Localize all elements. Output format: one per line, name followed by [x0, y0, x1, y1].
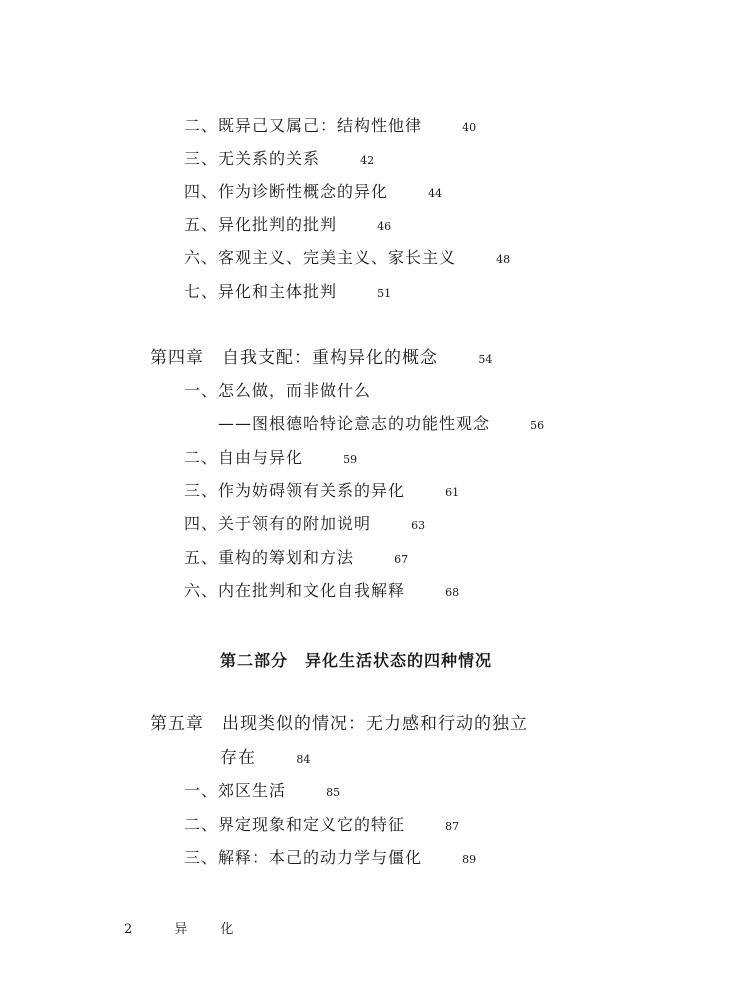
toc-page-number: 40 — [462, 121, 477, 134]
toc-entry — [184, 581, 459, 603]
toc-chapter-title: 第四章 自我支配：重构异化的概念 — [150, 348, 438, 368]
toc-entry — [184, 548, 408, 570]
toc-entry — [184, 848, 476, 870]
toc-entry — [184, 248, 510, 270]
toc-entry-title: 一、怎么做，而非做什么 — [184, 381, 372, 400]
toc-entry — [184, 448, 357, 470]
toc-chapter-title: 第五章 出现类似的情况：无力感和行动的独立 — [150, 714, 528, 734]
toc-page-number: 89 — [462, 853, 477, 866]
page-footer — [124, 918, 243, 937]
toc-entry-continuation — [218, 414, 544, 436]
toc-entry — [184, 182, 442, 204]
toc-entry-title: 三、作为妨碍领有关系的异化 — [184, 481, 406, 500]
toc-entry — [184, 149, 374, 171]
toc-chapter-title: 存在 — [220, 748, 256, 768]
toc-entry-title: 七、异化和主体批判 — [184, 282, 338, 301]
toc-page-number: 44 — [428, 187, 443, 200]
toc-page-number: 87 — [445, 820, 460, 833]
toc-entry-title: 六、客观主义、完美主义、家长主义 — [184, 248, 457, 267]
toc-entry — [184, 781, 340, 803]
toc-page-number: 48 — [496, 253, 511, 266]
toc-page-number: 63 — [411, 519, 426, 532]
toc-page-number: 46 — [377, 220, 392, 233]
toc-entry-title: 一、郊区生活 — [184, 781, 287, 800]
toc-page-number: 42 — [360, 154, 375, 167]
toc-chapter-heading — [150, 348, 492, 370]
toc-page-number: 67 — [394, 553, 409, 566]
toc-entry-title: 三、无关系的关系 — [184, 149, 321, 168]
toc-page-number: 68 — [445, 586, 460, 599]
part-title: 第二部分 异化生活状态的四种情况 — [220, 651, 493, 670]
toc-entry-title: 二、既异己又属己：结构性他律 — [184, 116, 423, 135]
toc-chapter-heading — [150, 714, 528, 734]
toc-entry-title: 三、解释：本己的动力学与僵化 — [184, 848, 423, 867]
toc-page-number: 59 — [343, 453, 358, 466]
footer-book-title: 异 化 — [174, 922, 244, 937]
toc-page-number: 85 — [326, 786, 341, 799]
toc-entry-title: 二、界定现象和定义它的特征 — [184, 815, 406, 834]
toc-entry — [184, 282, 391, 304]
toc-entry-title: 四、作为诊断性概念的异化 — [184, 182, 389, 201]
toc-entry — [184, 481, 459, 503]
toc-page-number: 84 — [296, 753, 311, 766]
toc-entry-title: 六、内在批判和文化自我解释 — [184, 581, 406, 600]
toc-entry — [184, 381, 371, 401]
toc-page-number: 51 — [377, 287, 392, 300]
toc-entry-title: 五、异化批判的批判 — [184, 215, 338, 234]
toc-entry — [184, 815, 459, 837]
toc-chapter-heading-continuation — [220, 748, 310, 770]
toc-entry-title: 二、自由与异化 — [184, 448, 304, 467]
toc-entry-title: 五、重构的筹划和方法 — [184, 548, 355, 567]
toc-entry — [184, 514, 425, 536]
footer-page-number: 2 — [124, 922, 133, 937]
toc-page-number: 61 — [445, 486, 460, 499]
toc-entry — [184, 116, 476, 138]
toc-entry-title: 四、关于领有的附加说明 — [184, 514, 372, 533]
toc-entry-title: ——图根德哈特论意志的功能性观念 — [218, 414, 491, 433]
toc-entry — [184, 215, 391, 237]
toc-page-number: 56 — [530, 419, 545, 432]
toc-page-number: 54 — [478, 353, 493, 366]
